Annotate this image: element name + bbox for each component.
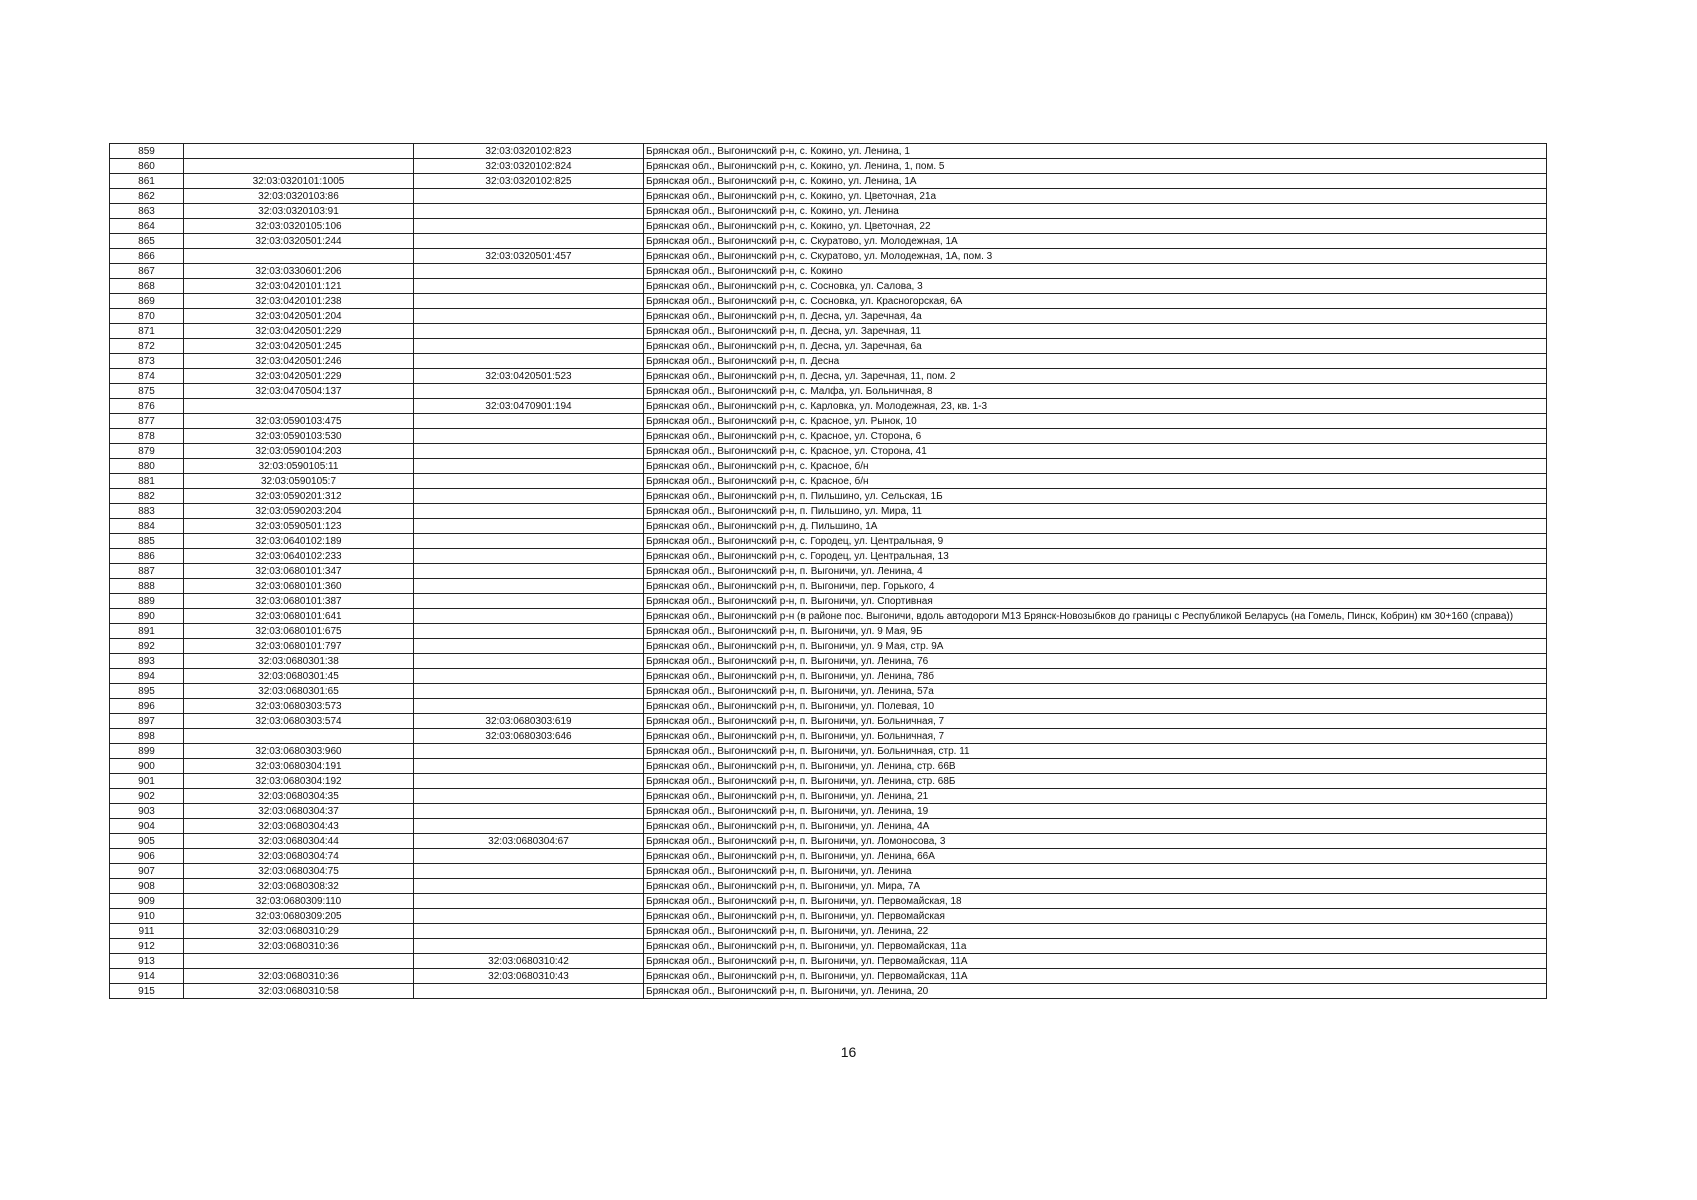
parcel-cadastral-number-cell: 32:03:0680101:387 xyxy=(184,594,414,609)
row-number-cell: 892 xyxy=(110,639,184,654)
object-cadastral-number-cell xyxy=(414,219,644,234)
row-number-cell: 860 xyxy=(110,159,184,174)
table-row xyxy=(110,744,1547,759)
table-row xyxy=(110,429,1547,444)
object-cadastral-number-cell xyxy=(414,204,644,219)
address-cell: Брянская обл., Выгоничский р-н, п. Выгоничи, ул. Первомайская, 11А xyxy=(644,954,1547,969)
address-cell: Брянская обл., Выгоничский р-н, с. Кокино, ул. Ленина xyxy=(644,204,1547,219)
table-row xyxy=(110,804,1547,819)
table-row xyxy=(110,549,1547,564)
object-cadastral-number-cell xyxy=(414,879,644,894)
parcel-cadastral-number-cell: 32:03:0680304:192 xyxy=(184,774,414,789)
address-cell: Брянская обл., Выгоничский р-н, п. Выгоничи, ул. Ленина, 21 xyxy=(644,789,1547,804)
object-cadastral-number-cell: 32:03:0320501:457 xyxy=(414,249,644,264)
object-cadastral-number-cell: 32:03:0680310:43 xyxy=(414,969,644,984)
address-cell: Брянская обл., Выгоничский р-н, п. Выгоничи, ул. Спортивная xyxy=(644,594,1547,609)
table-row xyxy=(110,729,1547,744)
parcel-cadastral-number-cell: 32:03:0590103:530 xyxy=(184,429,414,444)
parcel-cadastral-number-cell: 32:03:0680304:35 xyxy=(184,789,414,804)
table-row xyxy=(110,639,1547,654)
table-row xyxy=(110,519,1547,534)
address-cell: Брянская обл., Выгоничский р-н, п. Выгоничи, ул. Больничная, 7 xyxy=(644,729,1547,744)
address-cell: Брянская обл., Выгоничский р-н, п. Десна, ул. Заречная, 11 xyxy=(644,324,1547,339)
address-cell: Брянская обл., Выгоничский р-н, с. Красное, б/н xyxy=(644,459,1547,474)
object-cadastral-number-cell xyxy=(414,489,644,504)
object-cadastral-number-cell xyxy=(414,429,644,444)
object-cadastral-number-cell xyxy=(414,234,644,249)
address-cell: Брянская обл., Выгоничский р-н, п. Пильшино, ул. Сельская, 1Б xyxy=(644,489,1547,504)
parcel-cadastral-number-cell: 32:03:0680301:38 xyxy=(184,654,414,669)
object-cadastral-number-cell xyxy=(414,684,644,699)
object-cadastral-number-cell xyxy=(414,774,644,789)
address-cell: Брянская обл., Выгоничский р-н, п. Выгоничи, ул. Ленина, 4 xyxy=(644,564,1547,579)
row-number-cell: 905 xyxy=(110,834,184,849)
table-row xyxy=(110,534,1547,549)
table-row xyxy=(110,609,1547,624)
row-number-cell: 893 xyxy=(110,654,184,669)
parcel-cadastral-number-cell: 32:03:0420101:121 xyxy=(184,279,414,294)
row-number-cell: 912 xyxy=(110,939,184,954)
row-number-cell: 894 xyxy=(110,669,184,684)
address-cell: Брянская обл., Выгоничский р-н, с. Сосновка, ул. Красногорская, 6А xyxy=(644,294,1547,309)
address-cell: Брянская обл., Выгоничский р-н, п. Выгоничи, ул. Ленина, 19 xyxy=(644,804,1547,819)
row-number-cell: 869 xyxy=(110,294,184,309)
table-row xyxy=(110,939,1547,954)
row-number-cell: 885 xyxy=(110,534,184,549)
row-number-cell: 866 xyxy=(110,249,184,264)
address-cell: Брянская обл., Выгоничский р-н, с. Городец, ул. Центральная, 9 xyxy=(644,534,1547,549)
table-row xyxy=(110,294,1547,309)
object-cadastral-number-cell xyxy=(414,504,644,519)
parcel-cadastral-number-cell: 32:03:0590103:475 xyxy=(184,414,414,429)
object-cadastral-number-cell xyxy=(414,459,644,474)
parcel-cadastral-number-cell: 32:03:0680303:574 xyxy=(184,714,414,729)
table-row xyxy=(110,624,1547,639)
address-cell: Брянская обл., Выгоничский р-н, п. Выгоничи, ул. Ленина, 4А xyxy=(644,819,1547,834)
address-cell: Брянская обл., Выгоничский р-н, с. Городец, ул. Центральная, 13 xyxy=(644,549,1547,564)
object-cadastral-number-cell xyxy=(414,699,644,714)
parcel-cadastral-number-cell: 32:03:0330601:206 xyxy=(184,264,414,279)
object-cadastral-number-cell: 32:03:0680304:67 xyxy=(414,834,644,849)
object-cadastral-number-cell: 32:03:0320102:824 xyxy=(414,159,644,174)
object-cadastral-number-cell xyxy=(414,624,644,639)
parcel-cadastral-number-cell: 32:03:0420501:229 xyxy=(184,369,414,384)
table-row xyxy=(110,969,1547,984)
parcel-cadastral-number-cell xyxy=(184,159,414,174)
object-cadastral-number-cell xyxy=(414,594,644,609)
parcel-cadastral-number-cell: 32:03:0680101:360 xyxy=(184,579,414,594)
row-number-cell: 890 xyxy=(110,609,184,624)
table-row xyxy=(110,204,1547,219)
parcel-cadastral-number-cell: 32:03:0680304:74 xyxy=(184,849,414,864)
row-number-cell: 901 xyxy=(110,774,184,789)
object-cadastral-number-cell xyxy=(414,939,644,954)
row-number-cell: 906 xyxy=(110,849,184,864)
parcel-cadastral-number-cell: 32:03:0680310:36 xyxy=(184,939,414,954)
table-row xyxy=(110,324,1547,339)
object-cadastral-number-cell xyxy=(414,924,644,939)
row-number-cell: 864 xyxy=(110,219,184,234)
row-number-cell: 859 xyxy=(110,144,184,159)
row-number-cell: 870 xyxy=(110,309,184,324)
object-cadastral-number-cell xyxy=(414,909,644,924)
object-cadastral-number-cell xyxy=(414,654,644,669)
object-cadastral-number-cell xyxy=(414,744,644,759)
parcel-cadastral-number-cell: 32:03:0680310:58 xyxy=(184,984,414,999)
address-cell: Брянская обл., Выгоничский р-н, п. Десна, ул. Заречная, 11, пом. 2 xyxy=(644,369,1547,384)
table-row xyxy=(110,894,1547,909)
object-cadastral-number-cell xyxy=(414,804,644,819)
object-cadastral-number-cell xyxy=(414,984,644,999)
row-number-cell: 872 xyxy=(110,339,184,354)
object-cadastral-number-cell xyxy=(414,474,644,489)
parcel-cadastral-number-cell: 32:03:0680101:347 xyxy=(184,564,414,579)
table-row xyxy=(110,444,1547,459)
address-cell: Брянская обл., Выгоничский р-н, п. Выгоничи, ул. Ленина, 20 xyxy=(644,984,1547,999)
address-cell: Брянская обл., Выгоничский р-н, п. Десна, ул. Заречная, 4а xyxy=(644,309,1547,324)
object-cadastral-number-cell xyxy=(414,324,644,339)
row-number-cell: 883 xyxy=(110,504,184,519)
table-row xyxy=(110,189,1547,204)
parcel-cadastral-number-cell: 32:03:0680304:75 xyxy=(184,864,414,879)
object-cadastral-number-cell: 32:03:0420501:523 xyxy=(414,369,644,384)
parcel-cadastral-number-cell: 32:03:0420501:245 xyxy=(184,339,414,354)
object-cadastral-number-cell xyxy=(414,354,644,369)
parcel-cadastral-number-cell: 32:03:0420501:229 xyxy=(184,324,414,339)
object-cadastral-number-cell xyxy=(414,639,644,654)
address-cell: Брянская обл., Выгоничский р-н, п. Выгоничи, пер. Горького, 4 xyxy=(644,579,1547,594)
parcel-cadastral-number-cell xyxy=(184,249,414,264)
address-cell: Брянская обл., Выгоничский р-н, п. Выгоничи, ул. Первомайская, 11а xyxy=(644,939,1547,954)
parcel-cadastral-number-cell: 32:03:0680310:29 xyxy=(184,924,414,939)
address-cell: Брянская обл., Выгоничский р-н, п. Выгоничи, ул. Первомайская, 11А xyxy=(644,969,1547,984)
parcel-cadastral-number-cell: 32:03:0680309:205 xyxy=(184,909,414,924)
parcel-cadastral-number-cell: 32:03:0680309:110 xyxy=(184,894,414,909)
table-row xyxy=(110,249,1547,264)
row-number-cell: 902 xyxy=(110,789,184,804)
object-cadastral-number-cell xyxy=(414,609,644,624)
parcel-cadastral-number-cell: 32:03:0680304:191 xyxy=(184,759,414,774)
parcel-cadastral-number-cell: 32:03:0680101:797 xyxy=(184,639,414,654)
address-cell: Брянская обл., Выгоничский р-н, п. Выгоничи, ул. Ленина, 57а xyxy=(644,684,1547,699)
row-number-cell: 908 xyxy=(110,879,184,894)
object-cadastral-number-cell xyxy=(414,519,644,534)
property-registry-table xyxy=(109,143,1547,999)
address-cell: Брянская обл., Выгоничский р-н, д. Пильшино, 1А xyxy=(644,519,1547,534)
address-cell: Брянская обл., Выгоничский р-н, с. Кокино, ул. Цветочная, 22 xyxy=(644,219,1547,234)
address-cell: Брянская обл., Выгоничский р-н, с. Малфа, ул. Больничная, 8 xyxy=(644,384,1547,399)
table-row xyxy=(110,414,1547,429)
parcel-cadastral-number-cell: 32:03:0420101:238 xyxy=(184,294,414,309)
address-cell: Брянская обл., Выгоничский р-н, с. Скуратово, ул. Молодежная, 1А, пом. 3 xyxy=(644,249,1547,264)
row-number-cell: 915 xyxy=(110,984,184,999)
parcel-cadastral-number-cell: 32:03:0680303:960 xyxy=(184,744,414,759)
row-number-cell: 891 xyxy=(110,624,184,639)
address-cell: Брянская обл., Выгоничский р-н, п. Выгоничи, ул. Больничная, стр. 11 xyxy=(644,744,1547,759)
address-cell: Брянская обл., Выгоничский р-н, п. Выгоничи, ул. Ленина xyxy=(644,864,1547,879)
row-number-cell: 913 xyxy=(110,954,184,969)
object-cadastral-number-cell xyxy=(414,414,644,429)
table-row xyxy=(110,339,1547,354)
table-row xyxy=(110,264,1547,279)
row-number-cell: 899 xyxy=(110,744,184,759)
table-row xyxy=(110,399,1547,414)
parcel-cadastral-number-cell: 32:03:0680304:37 xyxy=(184,804,414,819)
address-cell: Брянская обл., Выгоничский р-н, п. Выгоничи, ул. Ленина, 22 xyxy=(644,924,1547,939)
object-cadastral-number-cell: 32:03:0680310:42 xyxy=(414,954,644,969)
address-cell: Брянская обл., Выгоничский р-н, п. Десна xyxy=(644,354,1547,369)
row-number-cell: 877 xyxy=(110,414,184,429)
row-number-cell: 871 xyxy=(110,324,184,339)
parcel-cadastral-number-cell xyxy=(184,954,414,969)
table-row xyxy=(110,594,1547,609)
parcel-cadastral-number-cell: 32:03:0640102:189 xyxy=(184,534,414,549)
parcel-cadastral-number-cell: 32:03:0320103:86 xyxy=(184,189,414,204)
row-number-cell: 874 xyxy=(110,369,184,384)
table-row xyxy=(110,504,1547,519)
address-cell: Брянская обл., Выгоничский р-н, с. Скуратово, ул. Молодежная, 1А xyxy=(644,234,1547,249)
table-row xyxy=(110,489,1547,504)
page-number: 16 xyxy=(840,1044,857,1060)
address-cell: Брянская обл., Выгоничский р-н, п. Выгоничи, ул. 9 Мая, стр. 9А xyxy=(644,639,1547,654)
table-row xyxy=(110,309,1547,324)
table-row xyxy=(110,954,1547,969)
parcel-cadastral-number-cell: 32:03:0590501:123 xyxy=(184,519,414,534)
object-cadastral-number-cell: 32:03:0320102:823 xyxy=(414,144,644,159)
table-row xyxy=(110,834,1547,849)
address-cell: Брянская обл., Выгоничский р-н, п. Выгоничи, ул. Ленина, 76 xyxy=(644,654,1547,669)
table-row xyxy=(110,819,1547,834)
object-cadastral-number-cell xyxy=(414,309,644,324)
registry-table-body xyxy=(110,144,1547,999)
object-cadastral-number-cell xyxy=(414,294,644,309)
row-number-cell: 865 xyxy=(110,234,184,249)
parcel-cadastral-number-cell: 32:03:0640102:233 xyxy=(184,549,414,564)
row-number-cell: 876 xyxy=(110,399,184,414)
row-number-cell: 914 xyxy=(110,969,184,984)
object-cadastral-number-cell xyxy=(414,534,644,549)
row-number-cell: 878 xyxy=(110,429,184,444)
row-number-cell: 861 xyxy=(110,174,184,189)
parcel-cadastral-number-cell: 32:03:0590105:7 xyxy=(184,474,414,489)
row-number-cell: 904 xyxy=(110,819,184,834)
parcel-cadastral-number-cell: 32:03:0680310:36 xyxy=(184,969,414,984)
table-row xyxy=(110,849,1547,864)
row-number-cell: 863 xyxy=(110,204,184,219)
parcel-cadastral-number-cell: 32:03:0590104:203 xyxy=(184,444,414,459)
table-row xyxy=(110,924,1547,939)
table-row xyxy=(110,789,1547,804)
row-number-cell: 881 xyxy=(110,474,184,489)
parcel-cadastral-number-cell: 32:03:0680301:65 xyxy=(184,684,414,699)
parcel-cadastral-number-cell: 32:03:0680303:573 xyxy=(184,699,414,714)
parcel-cadastral-number-cell: 32:03:0590203:204 xyxy=(184,504,414,519)
address-cell: Брянская обл., Выгоничский р-н, с. Кокино, ул. Ленина, 1 xyxy=(644,144,1547,159)
parcel-cadastral-number-cell: 32:03:0320501:244 xyxy=(184,234,414,249)
row-number-cell: 880 xyxy=(110,459,184,474)
table-row xyxy=(110,174,1547,189)
table-row xyxy=(110,474,1547,489)
table-row xyxy=(110,354,1547,369)
row-number-cell: 896 xyxy=(110,699,184,714)
table-row xyxy=(110,279,1547,294)
table-row xyxy=(110,984,1547,999)
object-cadastral-number-cell xyxy=(414,189,644,204)
row-number-cell: 882 xyxy=(110,489,184,504)
address-cell: Брянская обл., Выгоничский р-н, п. Выгоничи, ул. Первомайская xyxy=(644,909,1547,924)
address-cell: Брянская обл., Выгоничский р-н, с. Кокино xyxy=(644,264,1547,279)
row-number-cell: 911 xyxy=(110,924,184,939)
row-number-cell: 898 xyxy=(110,729,184,744)
table-row xyxy=(110,774,1547,789)
address-cell: Брянская обл., Выгоничский р-н (в районе пос. Выгоничи, вдоль автодороги М13 Брянск-Новозыбков до границы с Республикой Беларусь (на Гомель, Пинск, Кобрин) км 30+160 (справа)) xyxy=(644,609,1547,624)
row-number-cell: 888 xyxy=(110,579,184,594)
parcel-cadastral-number-cell: 32:03:0680308:32 xyxy=(184,879,414,894)
object-cadastral-number-cell xyxy=(414,549,644,564)
row-number-cell: 862 xyxy=(110,189,184,204)
table-row xyxy=(110,564,1547,579)
table-row xyxy=(110,369,1547,384)
row-number-cell: 887 xyxy=(110,564,184,579)
table-row xyxy=(110,219,1547,234)
object-cadastral-number-cell: 32:03:0680303:619 xyxy=(414,714,644,729)
address-cell: Брянская обл., Выгоничский р-н, п. Выгоничи, ул. Ломоносова, 3 xyxy=(644,834,1547,849)
table-row xyxy=(110,759,1547,774)
object-cadastral-number-cell xyxy=(414,564,644,579)
object-cadastral-number-cell xyxy=(414,894,644,909)
parcel-cadastral-number-cell: 32:03:0420501:246 xyxy=(184,354,414,369)
table-row xyxy=(110,579,1547,594)
address-cell: Брянская обл., Выгоничский р-н, п. Десна, ул. Заречная, 6а xyxy=(644,339,1547,354)
address-cell: Брянская обл., Выгоничский р-н, п. Выгоничи, ул. Больничная, 7 xyxy=(644,714,1547,729)
table-row xyxy=(110,384,1547,399)
object-cadastral-number-cell: 32:03:0680303:646 xyxy=(414,729,644,744)
object-cadastral-number-cell xyxy=(414,444,644,459)
row-number-cell: 907 xyxy=(110,864,184,879)
parcel-cadastral-number-cell: 32:03:0680304:43 xyxy=(184,819,414,834)
address-cell: Брянская обл., Выгоничский р-н, п. Выгоничи, ул. Мира, 7А xyxy=(644,879,1547,894)
object-cadastral-number-cell xyxy=(414,819,644,834)
parcel-cadastral-number-cell: 32:03:0320105:106 xyxy=(184,219,414,234)
table-row xyxy=(110,714,1547,729)
object-cadastral-number-cell xyxy=(414,759,644,774)
parcel-cadastral-number-cell: 32:03:0680101:675 xyxy=(184,624,414,639)
row-number-cell: 903 xyxy=(110,804,184,819)
address-cell: Брянская обл., Выгоничский р-н, с. Кокино, ул. Ленина, 1, пом. 5 xyxy=(644,159,1547,174)
row-number-cell: 897 xyxy=(110,714,184,729)
object-cadastral-number-cell xyxy=(414,849,644,864)
address-cell: Брянская обл., Выгоничский р-н, п. Выгоничи, ул. Ленина, 66А xyxy=(644,849,1547,864)
address-cell: Брянская обл., Выгоничский р-н, с. Красное, ул. Сторона, 41 xyxy=(644,444,1547,459)
object-cadastral-number-cell xyxy=(414,669,644,684)
parcel-cadastral-number-cell xyxy=(184,729,414,744)
row-number-cell: 873 xyxy=(110,354,184,369)
parcel-cadastral-number-cell: 32:03:0320101:1005 xyxy=(184,174,414,189)
parcel-cadastral-number-cell: 32:03:0470504:137 xyxy=(184,384,414,399)
address-cell: Брянская обл., Выгоничский р-н, с. Красное, ул. Сторона, 6 xyxy=(644,429,1547,444)
address-cell: Брянская обл., Выгоничский р-н, п. Выгоничи, ул. Ленина, 78б xyxy=(644,669,1547,684)
parcel-cadastral-number-cell xyxy=(184,399,414,414)
address-cell: Брянская обл., Выгоничский р-н, п. Выгоничи, ул. Ленина, стр. 66В xyxy=(644,759,1547,774)
parcel-cadastral-number-cell: 32:03:0420501:204 xyxy=(184,309,414,324)
row-number-cell: 875 xyxy=(110,384,184,399)
address-cell: Брянская обл., Выгоничский р-н, с. Красное, б/н xyxy=(644,474,1547,489)
row-number-cell: 889 xyxy=(110,594,184,609)
object-cadastral-number-cell xyxy=(414,864,644,879)
table-row xyxy=(110,684,1547,699)
parcel-cadastral-number-cell: 32:03:0320103:91 xyxy=(184,204,414,219)
address-cell: Брянская обл., Выгоничский р-н, п. Выгоничи, ул. Первомайская, 18 xyxy=(644,894,1547,909)
row-number-cell: 886 xyxy=(110,549,184,564)
address-cell: Брянская обл., Выгоничский р-н, с. Кокино, ул. Цветочная, 21а xyxy=(644,189,1547,204)
address-cell: Брянская обл., Выгоничский р-н, п. Выгоничи, ул. 9 Мая, 9Б xyxy=(644,624,1547,639)
table-row xyxy=(110,669,1547,684)
object-cadastral-number-cell: 32:03:0470901:194 xyxy=(414,399,644,414)
object-cadastral-number-cell xyxy=(414,264,644,279)
address-cell: Брянская обл., Выгоничский р-н, с. Красное, ул. Рынок, 10 xyxy=(644,414,1547,429)
address-cell: Брянская обл., Выгоничский р-н, п. Выгоничи, ул. Ленина, стр. 68Б xyxy=(644,774,1547,789)
parcel-cadastral-number-cell: 32:03:0680301:45 xyxy=(184,669,414,684)
table-row xyxy=(110,864,1547,879)
row-number-cell: 895 xyxy=(110,684,184,699)
address-cell: Брянская обл., Выгоничский р-н, п. Выгоничи, ул. Полевая, 10 xyxy=(644,699,1547,714)
address-cell: Брянская обл., Выгоничский р-н, с. Кокино, ул. Ленина, 1А xyxy=(644,174,1547,189)
object-cadastral-number-cell xyxy=(414,279,644,294)
row-number-cell: 910 xyxy=(110,909,184,924)
table-row xyxy=(110,879,1547,894)
parcel-cadastral-number-cell: 32:03:0680304:44 xyxy=(184,834,414,849)
object-cadastral-number-cell xyxy=(414,789,644,804)
row-number-cell: 909 xyxy=(110,894,184,909)
row-number-cell: 867 xyxy=(110,264,184,279)
parcel-cadastral-number-cell xyxy=(184,144,414,159)
address-cell: Брянская обл., Выгоничский р-н, п. Пильшино, ул. Мира, 11 xyxy=(644,504,1547,519)
object-cadastral-number-cell xyxy=(414,339,644,354)
parcel-cadastral-number-cell: 32:03:0590201:312 xyxy=(184,489,414,504)
table-row xyxy=(110,144,1547,159)
row-number-cell: 900 xyxy=(110,759,184,774)
address-cell: Брянская обл., Выгоничский р-н, с. Карловка, ул. Молодежная, 23, кв. 1-3 xyxy=(644,399,1547,414)
parcel-cadastral-number-cell: 32:03:0680101:641 xyxy=(184,609,414,624)
parcel-cadastral-number-cell: 32:03:0590105:11 xyxy=(184,459,414,474)
table-row xyxy=(110,654,1547,669)
table-row xyxy=(110,159,1547,174)
table-row xyxy=(110,234,1547,249)
table-row xyxy=(110,459,1547,474)
address-cell: Брянская обл., Выгоничский р-н, с. Сосновка, ул. Салова, 3 xyxy=(644,279,1547,294)
row-number-cell: 884 xyxy=(110,519,184,534)
row-number-cell: 879 xyxy=(110,444,184,459)
object-cadastral-number-cell: 32:03:0320102:825 xyxy=(414,174,644,189)
table-row xyxy=(110,699,1547,714)
object-cadastral-number-cell xyxy=(414,579,644,594)
object-cadastral-number-cell xyxy=(414,384,644,399)
table-row xyxy=(110,909,1547,924)
row-number-cell: 868 xyxy=(110,279,184,294)
